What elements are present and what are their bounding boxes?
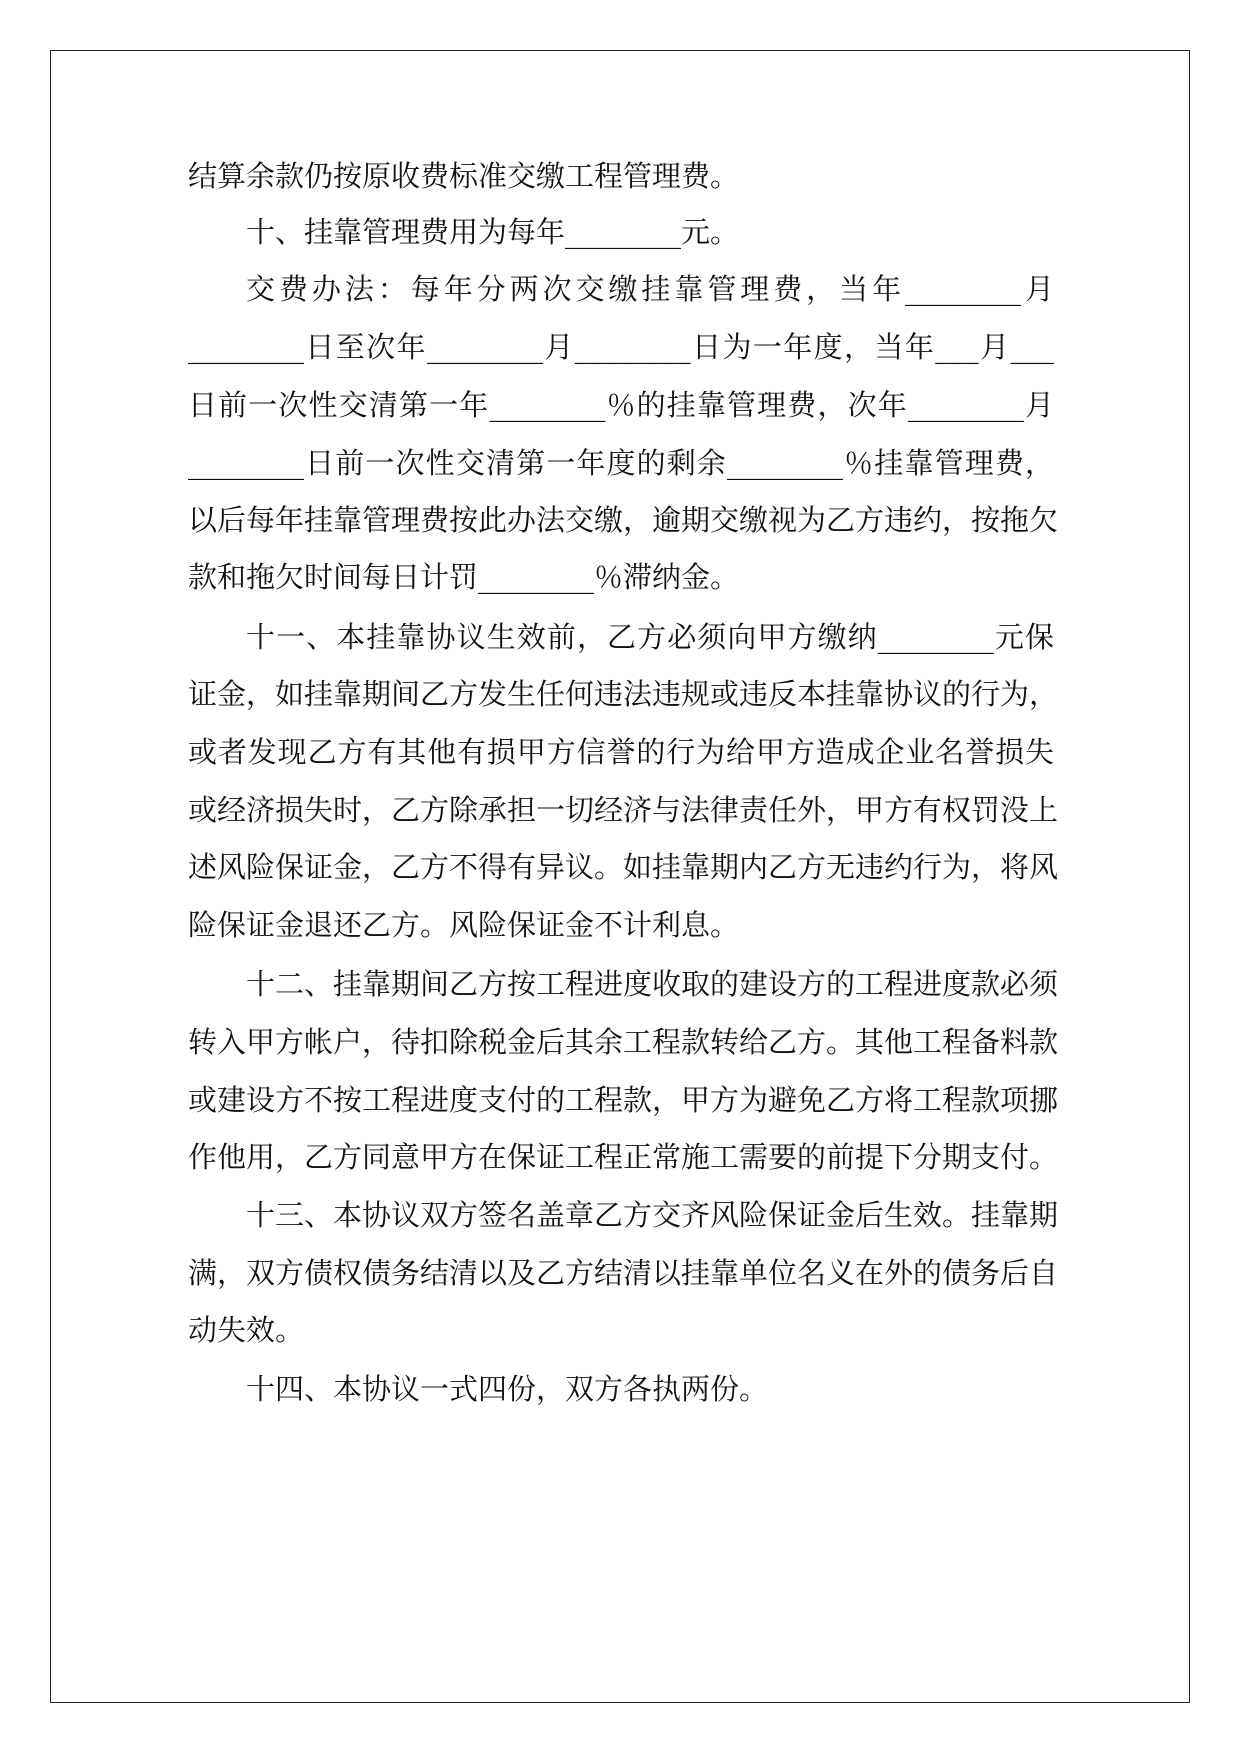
clause-13-line-2: 满，双方债权债务结清以及乙方结清以挂靠单位名义在外的债务后自 [188, 1256, 1059, 1290]
payment-method-line-2: ________日至次年________月________日为一年度，当年___月___ [188, 330, 1054, 364]
text-line-1: 结算余款仍按原收费标准交缴工程管理费。 [188, 159, 740, 193]
clause-13-line-1: 十三、本协议双方签名盖章乙方交齐风险保证金后生效。挂靠期 [246, 1198, 1059, 1232]
clause-11-line-2: 证金，如挂靠期间乙方发生任何违法违规或违反本挂靠协议的行为， [188, 677, 1059, 711]
clause-10-title: 十、挂靠管理费用为每年________元。 [246, 215, 740, 249]
clause-11-line-6: 险保证金退还乙方。风险保证金不计利息。 [188, 908, 740, 942]
clause-13-line-3: 动失效。 [188, 1313, 305, 1347]
clause-11-line-4: 或经济损失时，乙方除承担一切经济与法律责任外，甲方有权罚没上 [188, 793, 1059, 827]
clause-11-line-3: 或者发现乙方有其他有损甲方信誉的行为给甲方造成企业名誉损失 [188, 735, 1054, 769]
payment-method-line-3: 日前一次性交清第一年________％的挂靠管理费，次年________月 [188, 388, 1054, 422]
payment-method-line-4: ________日前一次性交清第一年度的剩余________％挂靠管理费， [188, 446, 1054, 480]
clause-11-line-1: 十一、本挂靠协议生效前，乙方必须向甲方缴纳________元保 [246, 620, 1054, 654]
payment-method-line-1: 交费办法：每年分两次交缴挂靠管理费，当年________月 [246, 272, 1054, 306]
clause-12-line-4: 作他用，乙方同意甲方在保证工程正常施工需要的前提下分期支付。 [188, 1140, 1059, 1174]
clause-14-line-1: 十四、本协议一式四份，双方各执两份。 [246, 1372, 769, 1406]
clause-12-line-1: 十二、挂靠期间乙方按工程进度收取的建设方的工程进度款必须 [246, 967, 1059, 1001]
payment-method-line-6: 款和拖欠时间每日计罚________％滞纳金。 [188, 560, 740, 594]
clause-12-line-2: 转入甲方帐户，待扣除税金后其余工程款转给乙方。其他工程备料款 [188, 1025, 1059, 1059]
clause-12-line-3: 或建设方不按工程进度支付的工程款，甲方为避免乙方将工程款项挪 [188, 1083, 1059, 1117]
clause-11-line-5: 述风险保证金，乙方不得有异议。如挂靠期内乙方无违约行为，将风 [188, 850, 1059, 884]
payment-method-line-5: 以后每年挂靠管理费按此办法交缴，逾期交缴视为乙方违约，按拖欠 [188, 503, 1059, 537]
